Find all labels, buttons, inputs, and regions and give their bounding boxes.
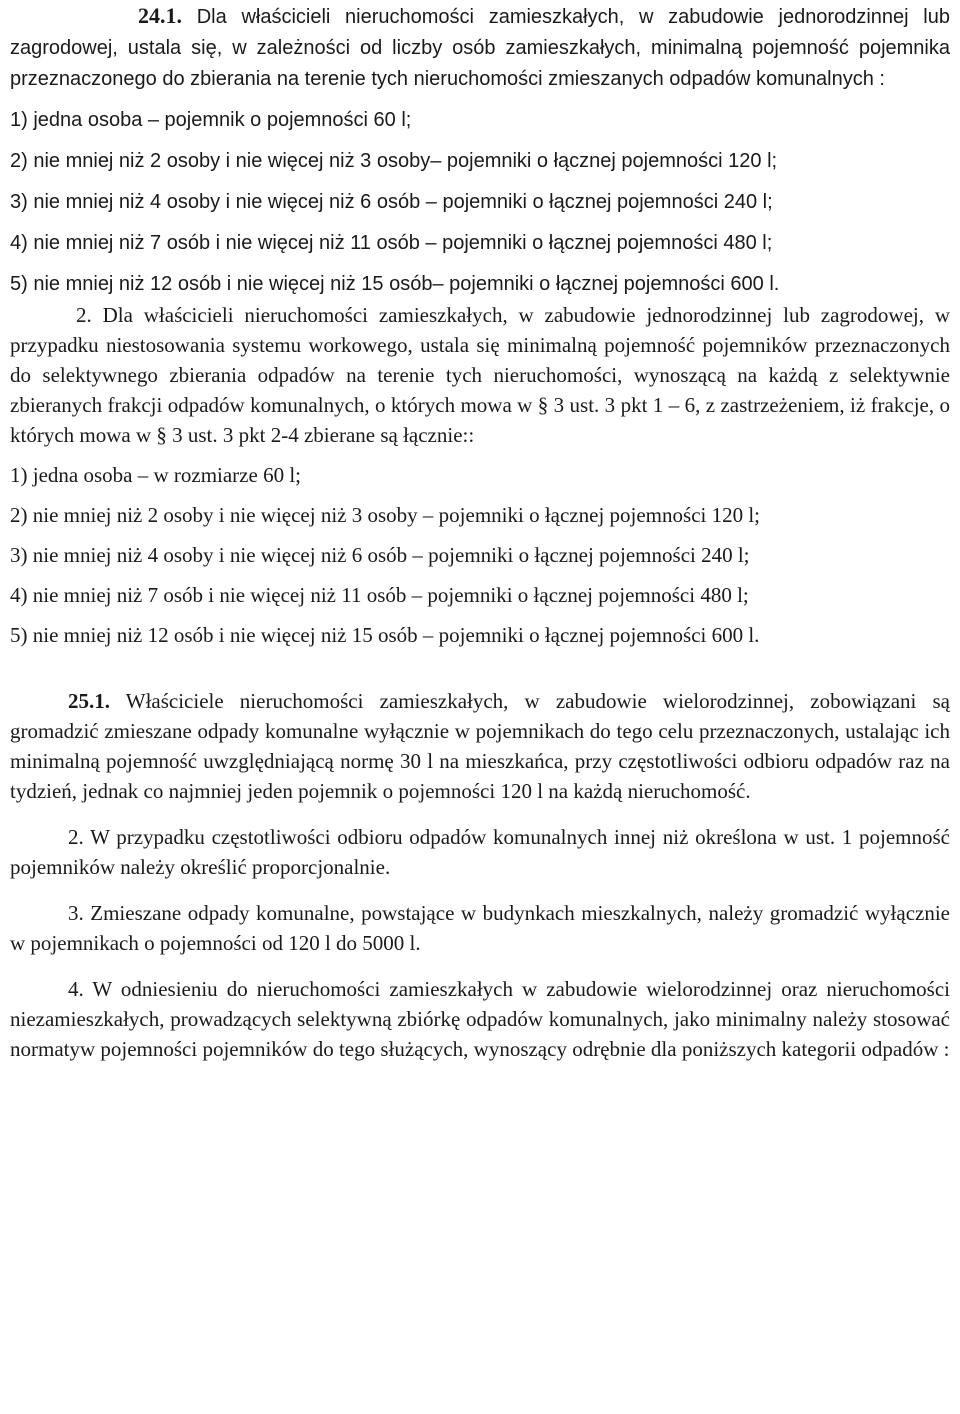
section-24-paragraph-2: 2. Dla właścicieli nieruchomości zamieszkałych, w zabudowie jednorodzinnej lub zagrodowej, w przypadku niestosowania systemu workowego, ustala się minimalną pojemność pojemników przeznaczonych do selektywnego zbierania odpadów na terenie tych nieruchomości, wynoszącą na każdą z selektywnie zbieranych frakcji odpadów komunalnych, o których mowa w § 3 ust. 3 pkt 1 – 6, z zastrzeżeniem, iż frakcje, o których mowa w § 3 ust. 3 pkt 2-4 zbierane są łącznie:: xyxy=(10,303,950,447)
list-item: 3) nie mniej niż 4 osoby i nie więcej niż 6 osób – pojemniki o łącznej pojemności 240 l; xyxy=(10,191,773,213)
section-25-paragraph-4: 4. W odniesieniu do nieruchomości zamieszkałych w zabudowie wielorodzinnej oraz nieruchomości niezamieszkałych, prowadzących selektywną zbiórkę odpadów komunalnych, jako minimalny należy stosować normatyw pojemności pojemników do tego służących, wynoszący odrębnie dla poniższych kategorii odpadów : xyxy=(10,977,950,1061)
list-item: 1) jedna osoba – pojemnik o pojemności 60 l; xyxy=(10,109,412,131)
section-24-paragraph-1: 24.1. Dla właścicieli nieruchomości zamieszkałych, w zabudowie jednorodzinnej lub zagrodowej, ustala się, w zależności od liczby osób zamieszkałych, minimalną pojemność pojemnika przeznaczonego do zbierania na terenie tych nieruchomości zmieszanych odpadów komunalnych : xyxy=(10,3,950,90)
list-item: 2) nie mniej niż 2 osoby i nie więcej niż 3 osoby – pojemniki o łącznej pojemności 120 l; xyxy=(10,503,761,527)
section-25-paragraph-3: 3. Zmieszane odpady komunalne, powstające w budynkach mieszkalnych, należy gromadzić wyłącznie w pojemnikach o pojemności od 120 l do 5000 l. xyxy=(10,901,950,955)
list-item: 1) jedna osoba – w rozmiarze 60 l; xyxy=(10,463,301,487)
section-25-number: 25.1. xyxy=(68,689,110,713)
section-25-paragraph-2: 2. W przypadku częstotliwości odbioru odpadów komunalnych innej niż określona w ust. 1 pojemność pojemników należy określić proporcjonalnie. xyxy=(10,825,950,879)
section-25-paragraph-1: 25.1. Właściciele nieruchomości zamieszkałych, w zabudowie wielorodzinnej, zobowiązani są gromadzić zmieszane odpady komunalne wyłącznie w pojemnikach do tego celu przeznaczonych, ustalając ich minimalną pojemność uwzględniającą normę 30 l na mieszkańca, przy częstotliwości odbioru odpadów raz na tydzień, jednak co najmniej jeden pojemnik o pojemności 120 l na każdą nieruchomość. xyxy=(10,689,950,803)
section-24-part-2 xyxy=(10,300,950,650)
list-item: 3) nie mniej niż 4 osoby i nie więcej niż 6 osób – pojemniki o łącznej pojemności 240 l; xyxy=(10,543,750,567)
list-item: 5) nie mniej niż 12 osób i nie więcej niż 15 osób– pojemniki o łącznej pojemności 600 l. xyxy=(10,273,780,295)
list-item: 4) nie mniej niż 7 osób i nie więcej niż 11 osób – pojemniki o łącznej pojemności 480 l; xyxy=(10,583,749,607)
list-item: 2) nie mniej niż 2 osoby i nie więcej niż 3 osoby– pojemniki o łącznej pojemności 120 l; xyxy=(10,150,778,172)
section-25 xyxy=(10,686,950,1064)
list-item: 4) nie mniej niż 7 osób i nie więcej niż 11 osób – pojemniki o łącznej pojemności 480 l; xyxy=(10,232,773,254)
section-24-number: 24.1. xyxy=(138,3,182,28)
section-24 xyxy=(10,0,950,300)
list-item: 5) nie mniej niż 12 osób i nie więcej niż 15 osób – pojemniki o łącznej pojemności 600 l. xyxy=(10,623,760,647)
